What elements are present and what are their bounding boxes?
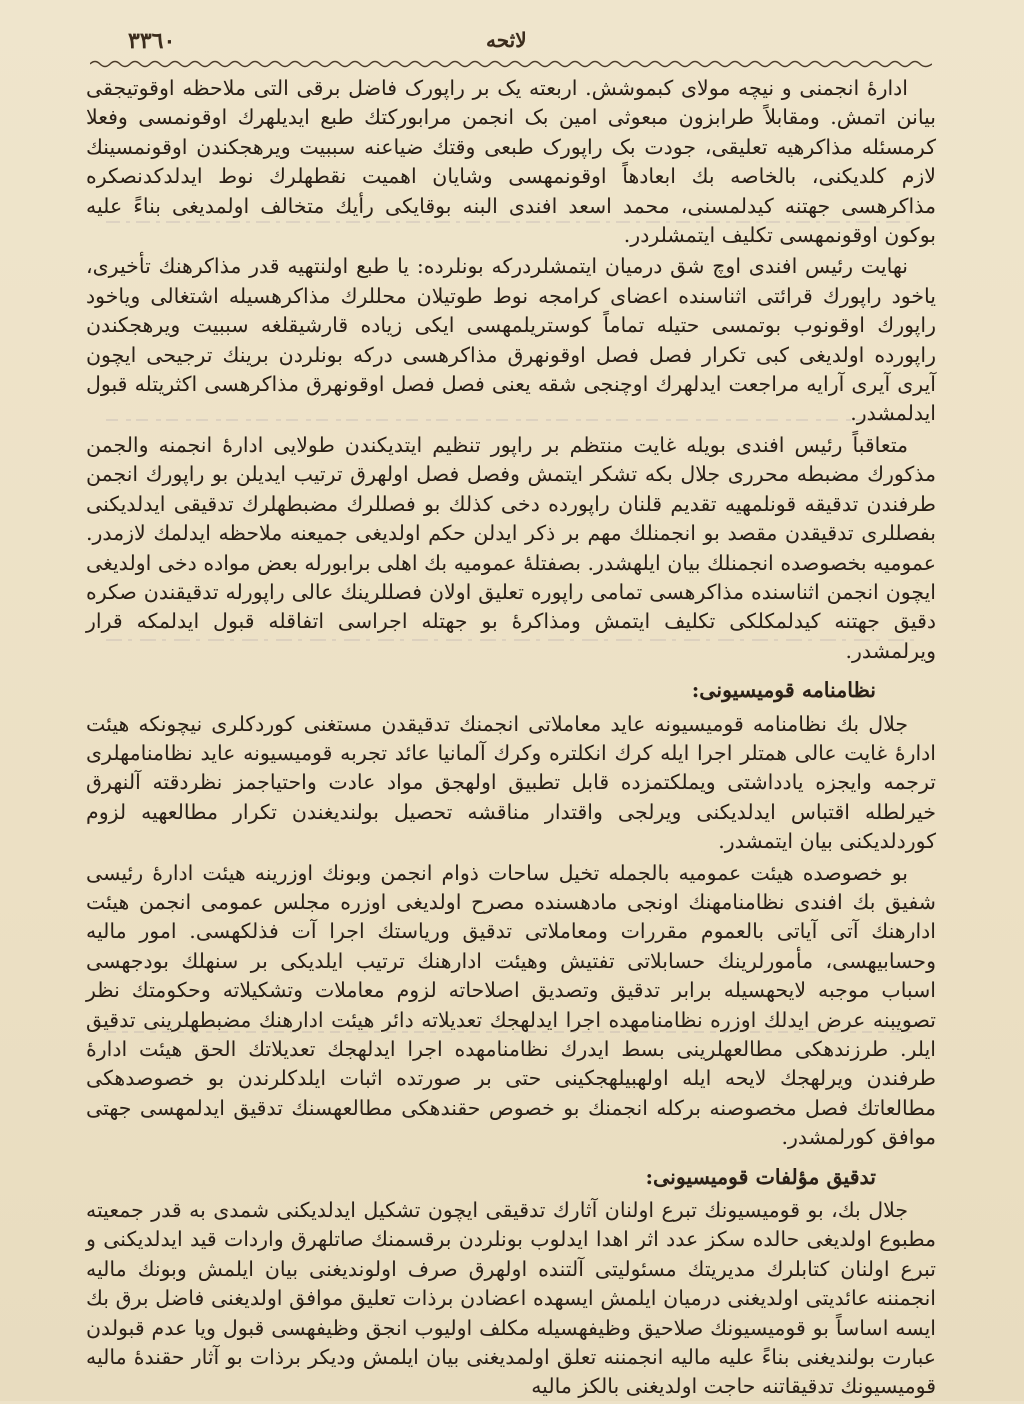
paragraph: جلال بك، بو قومیسیونك تبرع اولنان آثارك تدقیقی ایچون تشکیل ایدلدیکنی شمدی به قدر جمعیته مطبوع اولدیغی حالده سکز عدد اثر اهدا ایدلوب بونلردن برقسمنك صاتلهرق واردات قید ایدلدیکنی و تبرع اولنان کتابلرك مدیریتك مسئولیتی آلتنده اولهرق صرف اولوندیغنی بیان ایلمش وبونك مالیه انجمننه عائدیتی اولدیغنی درمیان ایلمش ایسهده اعضادن برذات تعلیق موافق اولدیغنی فاضل برق بك ایسه اساساً بو قومیسیونك صلاحیق وظیفهسیله مکلف اولیوب انجق وظیفهسی قبول ویا عدم قبولدن عبارت بولندیغنی بناءً علیه مالیه انجمننه تعلق اولمدیغنی بیان ایلمش ودیکر برذات بو آثار حقندهٔ مالیه قومیسیونك تدقیقاتنه حاجت اولدیغنی بالکز مالیه [86, 1198, 936, 1399]
document-body [86, 74, 936, 1404]
header-wavy-rule [90, 58, 932, 70]
paragraph: نهایت رئیس افندی اوچ شق درمیان ایتمشلردرکه بونلرده: یا طبع اولنتهیه قدر مذاکرهنك تأخیری، یاخود راپورك قرائتی اثناسنده اعضای کرامجه نوط طوتیلان محللرك مذاکرهسیله اشتغالی ویاخود راپورك اوقونوب بوتمسی حتیله تماماً کوستریلمهسی ایکی زیاده قارشیقلغه سببیت ویرهجکندن راپورده اولدیغی کبی تکرار فصل فصل اوقونهرق مذاکرهسی درکه بونلردن برینك ترجیحی ایچون آیری آیری آرایه مراجعت ایدلهرك اوچنجی شقه یعنی فصل فصل اوقونهرق مذاکرهسی اکثریتله قبول ایدلمشدر. [86, 254, 936, 426]
running-title: لاثحه [486, 28, 527, 52]
section-heading: تدقیق مؤلفات قومیسیونی: [645, 1164, 876, 1189]
page-number: ٣٣٦٠ [128, 28, 176, 54]
page-header [0, 22, 1024, 62]
paragraph: جلال بك نظامنامه قومیسیونه عاید معاملاتی انجمنك تدقیقدن مستغنی کوردکلری نیچونکه هیئت ادارهٔ غایت عالی همتلر اجرا ایله کرك انکلتره وکرك آلمانیا عائد تجربه قومیسیونه عاید نظامنامهلری ترجمه وایجزه یادداشتی ویملکتمزده قابل تطبیق اولهجق مواد عادت واحتیاجمز نظردقته آلنهرق خیرلطله اقتباس ایدلدیکنی ویرلجی واقتدار مناقشه تحصیل بولندیغندن تکرار مطالعهیه لزوم کوردلدیکنی بیان ایتمشدر. [86, 711, 936, 854]
section-heading: نظامنامه قومیسیونی: [691, 678, 876, 703]
paragraph: ادارهٔ انجمنی و نیچه مولای کبموشش. اربعته یک بر راپورک فاضل برقی التی ملاحظه اوقوتیجقی بیانن اتمش. ومقابلاً طرابزون مبعوثی امین بک انجمن مرابورکتك طبع ایدیلهرك اوقونمسی وفعلا کرمسئله مذاکرهیه تعلیقی، جودت بک راپورک طبعی وقتك ضیاعنه سببیت ویرهجکندن اوقونمسینك لازم کلدیکنی، بالخاصه بك ابعادهاً اوقونمهسی وشایان اهمیت نقطهلرك نوط ایدلدکدنصکره مذاکرهسی جهتنه کیدلمسنی، محمد اسعد افندی البنه بوقایکی رأیك متخالف اولمدیغی بناءً علیه بوکون اوقونمهسی تکلیف ایتمشلردر. [86, 76, 936, 248]
paragraph: متعاقباً رئیس افندی بویله غایت منتظم بر راپور تنظیم ایتدیکندن طولایی ادارهٔ انجمنه والجمن مذکورك مضبطه محرری جلال بکه تشکر ایتمش وفصل فصل اولهرق ترتیب ایدیلن بو راپورك انجمن طرفندن تدقیقه قونلمهیه تقدیم قلنان راپورده دخی کذلك بو فصللرك مضبطهلرك تدقیقی ایدلدیکنی بفصللری تدقیقدن مقصد بو انجمنلك مهم بر ذکر ایدلن حکم اولدیغی جمیعنه ملاحظه ایدلمك لازمدر. عمومیه بخصوصده انجمنلك بیان ایلهشدر. بصفتلهٔ عمومیه بك اهلی برابورله بعض مواده دخی اولدیغی ایچون انجمن اثناسنده مذاکرهسی تمامی راپوره تعلیق اولان فصللرینك عالی راپورله تدقیقندن صکره دقیق جهتنه کیدلمکلکی تکلیف ایتمش ومذاکرهٔ بو جهتله اجراسی اتفاقله قبول ایدلمکه قرار ویرلمشدر. [86, 432, 936, 663]
paragraph: بو خصوصده هیئت عمومیه بالجمله تخیل ساحات ذوام انجمن وبونك اوزرینه هیئت ادارهٔ رئیسی شفیق بك افندی نظامنامهنك اونجی مادهسنده مصرح اولدیغی اوزره مجلس عمومی انجمن هیئت ادارهنك آتی آیاتی بالعموم مقررات ومعاملاتی تدقیق وریاستك اجرا آت فذلکهسی. امور مالیه وحسابیهسی، مأمورلرینك حسابلاتی تفتیش وهیئت ادارهنك ترتیب ایلدیکی بر سنهلك بودجهسی اسباب موجبه لایحهسیله برابر تدقیق وتصدیق اصلاحاته لزوم معاملات وتشکیلاته وحکومتك نظر تصویبنه عرض ایدلك اوزره نظامنامهده اجرا ایدلهجك تعدیلاته دائر هیئت ادارهنك مضبطهلرینی تدقیق ایلر. طرزندهکی مطالعهلرینی بسط ایدرك نظامنامهده اجرا ایدلهجك تعدیلاتك الحق هیئت ادارهٔ طرفندن ویرلهجك لایحه ایله اولهبیلهجکینی حتی بر صورتده اثبات ایلدکلرندن بو خصوصدهکی مطالعاتك فصل مخصوصنه برکله انجمنك بو خصوص حقندهکی مطالعهسنك تدقیق ایدلمهسی جهتی موافق کورلمشدر. [86, 860, 936, 1150]
